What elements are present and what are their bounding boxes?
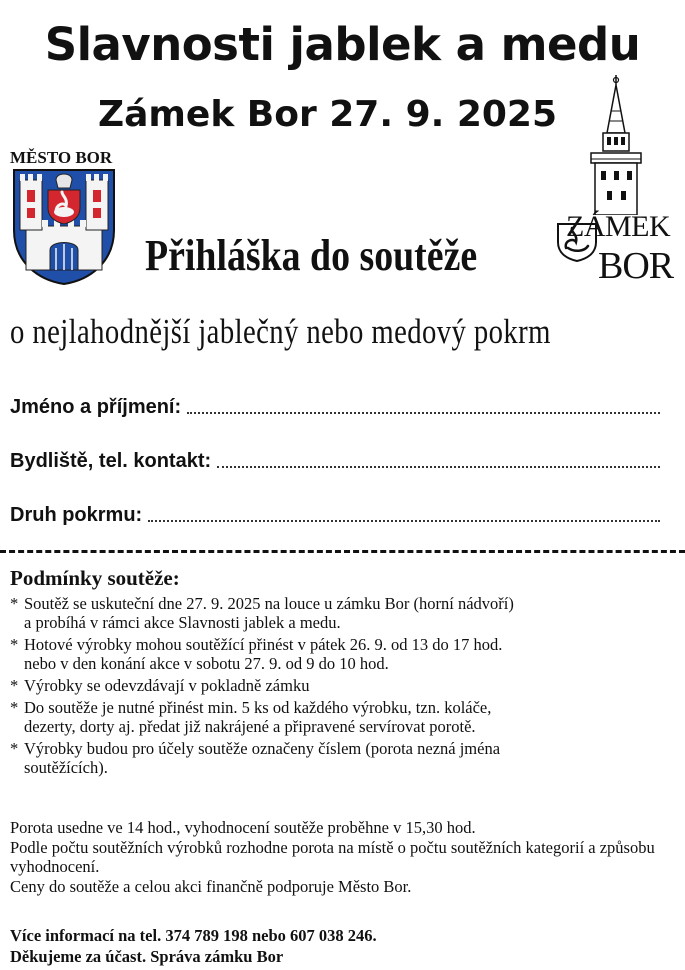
condition-line: Soutěž se uskuteční dne 27. 9. 2025 na louce u zámku Bor (horní nádvoří) [24, 594, 514, 613]
name-field[interactable] [10, 396, 660, 419]
condition-line: Výrobky budou pro účely soutěže označeny číslem (porota nezná jména [24, 739, 501, 758]
categories-info: Podle počtu soutěžních výrobků rozhodne porota na místě o počtu soutěžních kategorií a způsobu vyhodnocení. [10, 837, 655, 876]
sponsor-info: Ceny do soutěže a celou akci finančně podporuje Město Bor. [10, 876, 412, 896]
form-tagline: o nejlahodnější jablečný nebo medový pokrm [10, 312, 551, 351]
event-date-venue: Zámek Bor 27. 9. 2025 [98, 94, 558, 135]
condition-line: Hotové výrobky mohou soutěžící přinést v pátek 26. 9. od 13 do 17 hod. [24, 635, 503, 654]
address-contact-field-line[interactable] [217, 466, 660, 468]
conditions-title: Podmínky soutěže: [10, 566, 180, 590]
address-contact-field-label: Bydliště, tel. kontakt: [10, 450, 212, 472]
event-title: Slavnosti jablek a medu [44, 18, 641, 71]
contact-block [10, 925, 377, 967]
info-block [10, 818, 682, 896]
town-label: MĚSTO BOR [10, 148, 113, 167]
condition-line: a probíhá v rámci akce Slavnosti jablek a medu. [24, 613, 341, 632]
condition-line: dezerty, dorty aj. předat již nakrájené a připravené servírovat porotě. [24, 717, 476, 736]
bor-logo-text: BOR [598, 245, 674, 287]
name-field-label: Jméno a příjmení: [10, 396, 182, 418]
dish-type-field[interactable] [10, 504, 660, 527]
address-contact-field[interactable] [10, 450, 660, 473]
form-heading: Přihláška do soutěže [145, 231, 478, 280]
dish-type-field-label: Druh pokrmu: [10, 504, 143, 526]
cut-line-divider [0, 550, 685, 553]
list-item: * Soutěž se uskuteční dne 27. 9. 2025 na louce u zámku Bor (horní nádvoří) a probíhá v rámci akce Slavnosti jablek a medu. [10, 594, 680, 632]
zamek-logo-text: ZÁMEK [566, 210, 671, 243]
list-item: * Výrobky se odevzdávají v pokladně zámku [10, 676, 310, 695]
condition-line: Do soutěže je nutné přinést min. 5 ks od každého výrobku, tzn. koláče, [24, 698, 492, 717]
list-item: * Do soutěže je nutné přinést min. 5 ks od každého výrobku, tzn. koláče, dezerty, dorty aj. předat již nakrájené a připravené servírovat porotě. [10, 698, 680, 736]
list-item: * Výrobky budou pro účely soutěže označeny číslem (porota nezná jména soutěžících). [10, 739, 680, 777]
condition-line: Výrobky se odevzdávají v pokladně zámku [24, 676, 310, 695]
name-field-line[interactable] [187, 412, 660, 414]
contact-phone: Více informací na tel. 374 789 198 nebo 607 038 246. [10, 926, 377, 945]
conditions-list [10, 594, 680, 780]
dish-type-field-line[interactable] [148, 520, 660, 522]
coat-of-arms-icon [12, 168, 116, 286]
thanks-line: Děkujeme za účast. Správa zámku Bor [10, 947, 284, 966]
condition-line: nebo v den konání akce v sobotu 27. 9. od 9 do 10 hod. [24, 654, 389, 673]
jury-info: Porota usedne ve 14 hod., vyhodnocení soutěže proběhne v 15,30 hod. [10, 818, 476, 837]
condition-line: soutěžících). [24, 758, 108, 777]
castle-tower-icon [585, 75, 647, 215]
list-item: * Hotové výrobky mohou soutěžící přinést v pátek 26. 9. od 13 do 17 hod. nebo v den konání akce v sobotu 27. 9. od 9 do 10 hod. [10, 635, 680, 673]
